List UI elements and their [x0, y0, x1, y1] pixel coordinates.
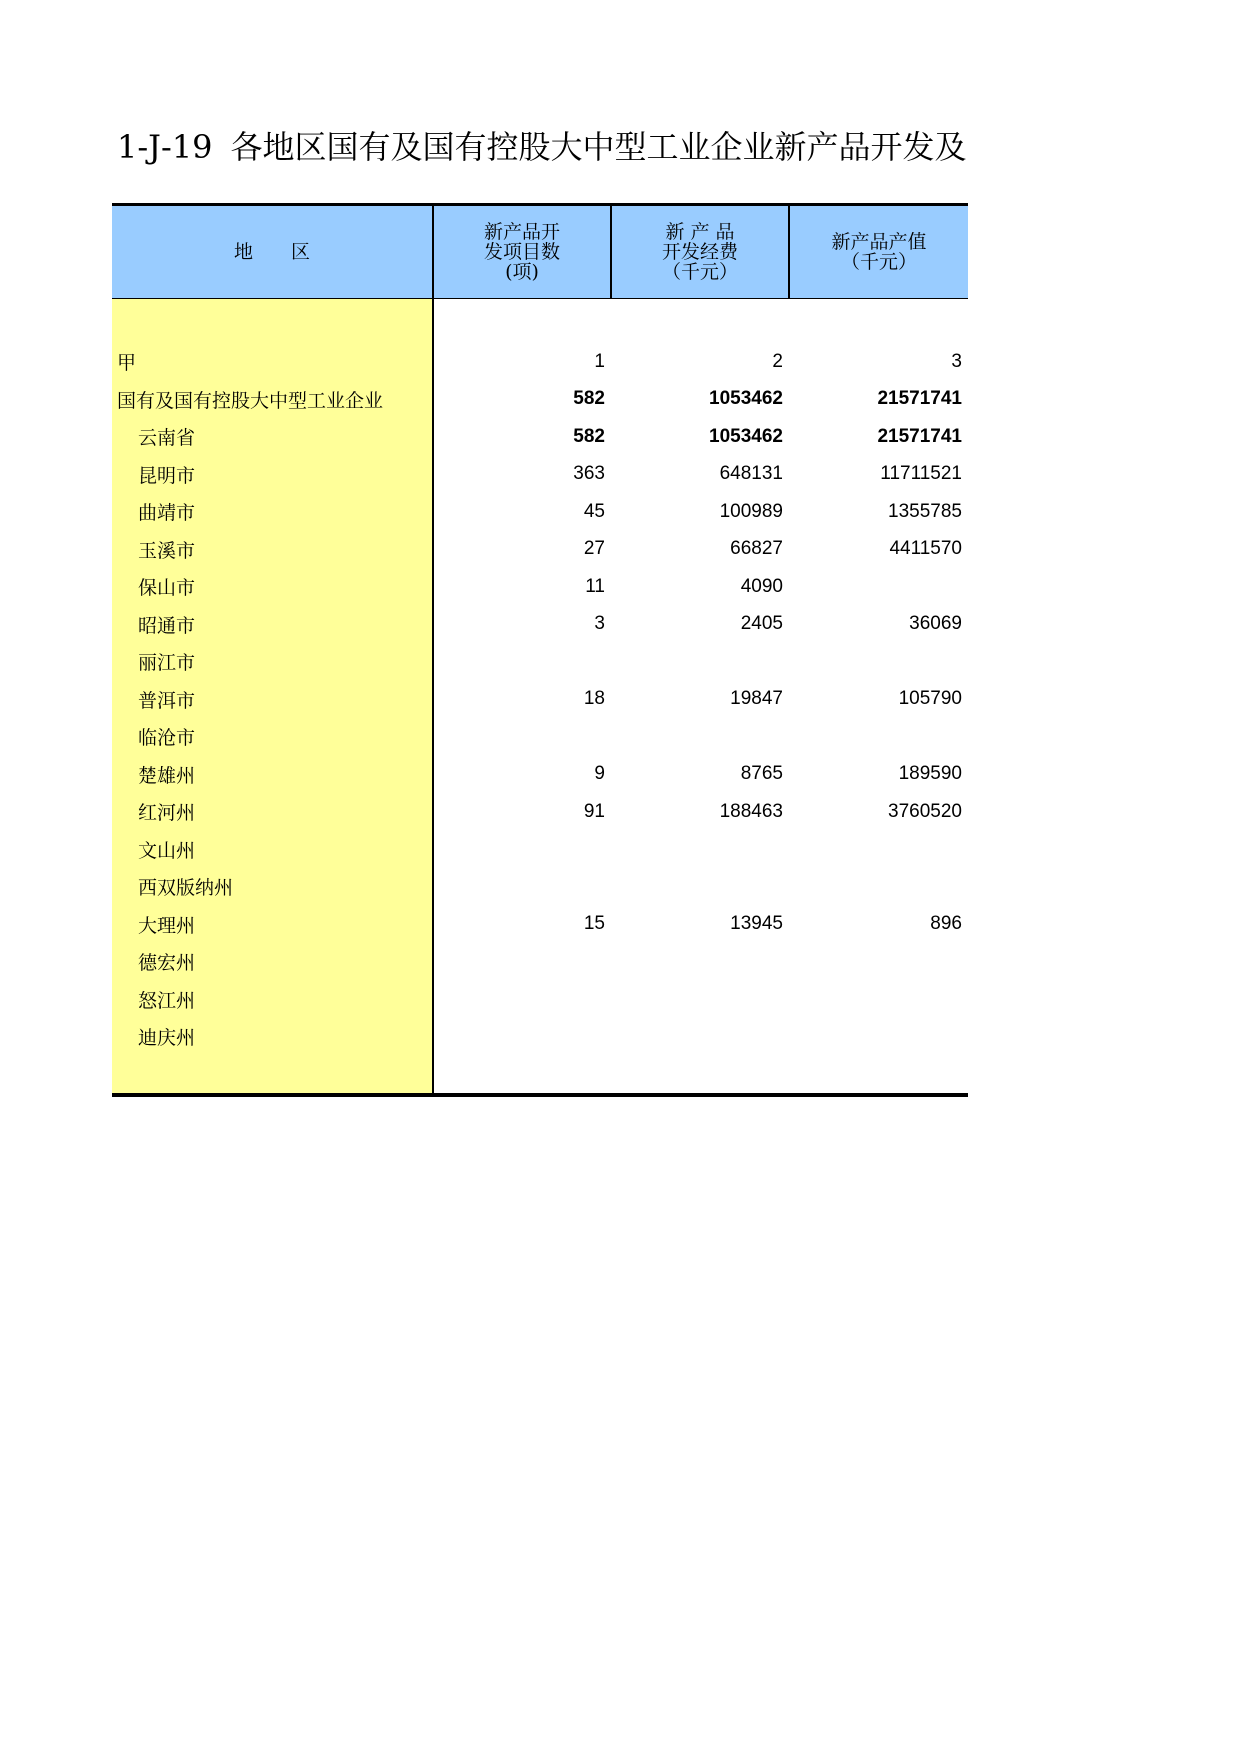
value-cell: 1355785 — [888, 500, 962, 522]
header-project-count — [433, 205, 611, 299]
spacer-row — [112, 299, 968, 344]
region-cell: 昆明市 — [112, 456, 433, 494]
value-cell — [611, 943, 789, 981]
spacer-cell — [611, 299, 789, 344]
value-cell — [789, 943, 968, 981]
region-cell: 西双版纳州 — [112, 868, 433, 906]
region-cell: 云南省 — [112, 418, 433, 456]
value-cell: 1053462 — [709, 388, 783, 410]
region-cell: 怒江州 — [112, 981, 433, 1019]
value-cell: 363 — [573, 463, 605, 485]
header-line: 开发经费 — [661, 241, 738, 263]
region-cell: 国有及国有控股大中型工业企业 — [112, 381, 433, 419]
table-row — [112, 1018, 968, 1056]
header-line: 新 产 品 — [665, 221, 735, 243]
value-cell: 4411570 — [889, 538, 962, 560]
header-output-value — [789, 205, 968, 299]
value-cell: 4090 — [740, 575, 783, 597]
value-cell: 11711521 — [880, 463, 962, 485]
spacer-cell — [789, 1056, 968, 1095]
value-cell — [611, 831, 789, 869]
table-header-row — [112, 205, 968, 299]
page-title — [117, 122, 973, 168]
region-cell: 楚雄州 — [112, 756, 433, 794]
header-line: (项) — [505, 261, 539, 283]
value-cell: 8765 — [740, 763, 783, 785]
value-cell: 36069 — [909, 613, 962, 635]
region-cell: 大理州 — [112, 906, 433, 944]
header-line: （千元） — [661, 261, 738, 283]
table-row — [112, 793, 968, 831]
value-cell: 1 — [594, 350, 605, 372]
value-cell: 3 — [951, 350, 962, 372]
value-cell — [433, 643, 611, 681]
value-cell: 15 — [583, 913, 605, 935]
region-cell: 玉溪市 — [112, 531, 433, 569]
table-row — [112, 868, 968, 906]
value-cell — [611, 643, 789, 681]
value-cell: 896 — [930, 913, 962, 935]
value-cell — [611, 868, 789, 906]
value-cell — [433, 981, 611, 1019]
table-code: 1-J-19 — [117, 128, 213, 166]
region-cell: 甲 — [112, 343, 433, 381]
value-cell — [789, 568, 968, 606]
header-line: 新产品产值 — [831, 231, 927, 253]
value-cell: 45 — [583, 500, 605, 522]
value-cell — [611, 981, 789, 1019]
table-row — [112, 681, 968, 719]
region-cell: 红河州 — [112, 793, 433, 831]
value-cell: 18 — [583, 688, 605, 710]
header-region — [112, 205, 433, 299]
table-row — [112, 531, 968, 569]
value-cell: 91 — [583, 800, 605, 822]
header-line: （千元） — [840, 251, 917, 273]
header-line: 新产品开 — [483, 221, 560, 243]
header-dev-expense — [611, 205, 789, 299]
value-cell — [433, 718, 611, 756]
table-row — [112, 493, 968, 531]
value-cell: 2 — [772, 350, 783, 372]
table-row — [112, 418, 968, 456]
region-cell: 丽江市 — [112, 643, 433, 681]
value-cell: 648131 — [719, 463, 783, 485]
value-cell — [433, 831, 611, 869]
value-cell: 3 — [594, 613, 605, 635]
value-cell: 105790 — [898, 688, 962, 710]
value-cell — [789, 981, 968, 1019]
spacer-cell — [112, 299, 433, 344]
table-title: 各地区国有及国有控股大中型工业企业新产品开发及 — [230, 128, 967, 166]
table-row — [112, 981, 968, 1019]
table-row — [112, 606, 968, 644]
value-cell: 1053462 — [709, 425, 783, 447]
table-row — [112, 831, 968, 869]
spacer-cell — [112, 1056, 433, 1095]
value-cell — [789, 718, 968, 756]
value-cell — [789, 643, 968, 681]
region-cell: 昭通市 — [112, 606, 433, 644]
value-cell — [789, 831, 968, 869]
value-cell: 582 — [573, 388, 605, 410]
value-cell: 9 — [594, 763, 605, 785]
table-row — [112, 643, 968, 681]
region-cell: 保山市 — [112, 568, 433, 606]
table-row — [112, 456, 968, 494]
region-cell: 迪庆州 — [112, 1018, 433, 1056]
spacer-cell — [433, 1056, 611, 1095]
value-cell — [433, 1018, 611, 1056]
spacer-cell — [433, 299, 611, 344]
table-row — [112, 906, 968, 944]
value-cell — [611, 718, 789, 756]
value-cell: 100989 — [719, 500, 783, 522]
region-cell: 德宏州 — [112, 943, 433, 981]
value-cell — [789, 868, 968, 906]
spacer-cell — [789, 299, 968, 344]
header-line: 地 区 — [233, 241, 310, 263]
value-cell: 21571741 — [877, 388, 962, 410]
value-cell: 21571741 — [877, 425, 962, 447]
value-cell — [789, 1018, 968, 1056]
value-cell — [433, 868, 611, 906]
value-cell: 27 — [583, 538, 605, 560]
value-cell — [611, 1018, 789, 1056]
value-cell: 582 — [573, 425, 605, 447]
value-cell: 66827 — [730, 538, 783, 560]
value-cell: 11 — [585, 575, 605, 597]
table-row — [112, 568, 968, 606]
table-row — [112, 756, 968, 794]
region-cell: 文山州 — [112, 831, 433, 869]
value-cell: 19847 — [730, 688, 783, 710]
value-cell: 189590 — [898, 763, 962, 785]
spacer-row — [112, 1056, 968, 1095]
value-cell: 188463 — [719, 800, 783, 822]
value-cell: 2405 — [740, 613, 783, 635]
spacer-cell — [611, 1056, 789, 1095]
table-row — [112, 381, 968, 419]
table-row — [112, 718, 968, 756]
table-row — [112, 343, 968, 381]
header-line: 发项目数 — [483, 241, 560, 263]
value-cell: 3760520 — [888, 800, 962, 822]
data-table — [112, 203, 968, 1097]
table-row — [112, 943, 968, 981]
region-cell: 普洱市 — [112, 681, 433, 719]
value-cell: 13945 — [730, 913, 783, 935]
value-cell — [433, 943, 611, 981]
region-cell: 临沧市 — [112, 718, 433, 756]
region-cell: 曲靖市 — [112, 493, 433, 531]
